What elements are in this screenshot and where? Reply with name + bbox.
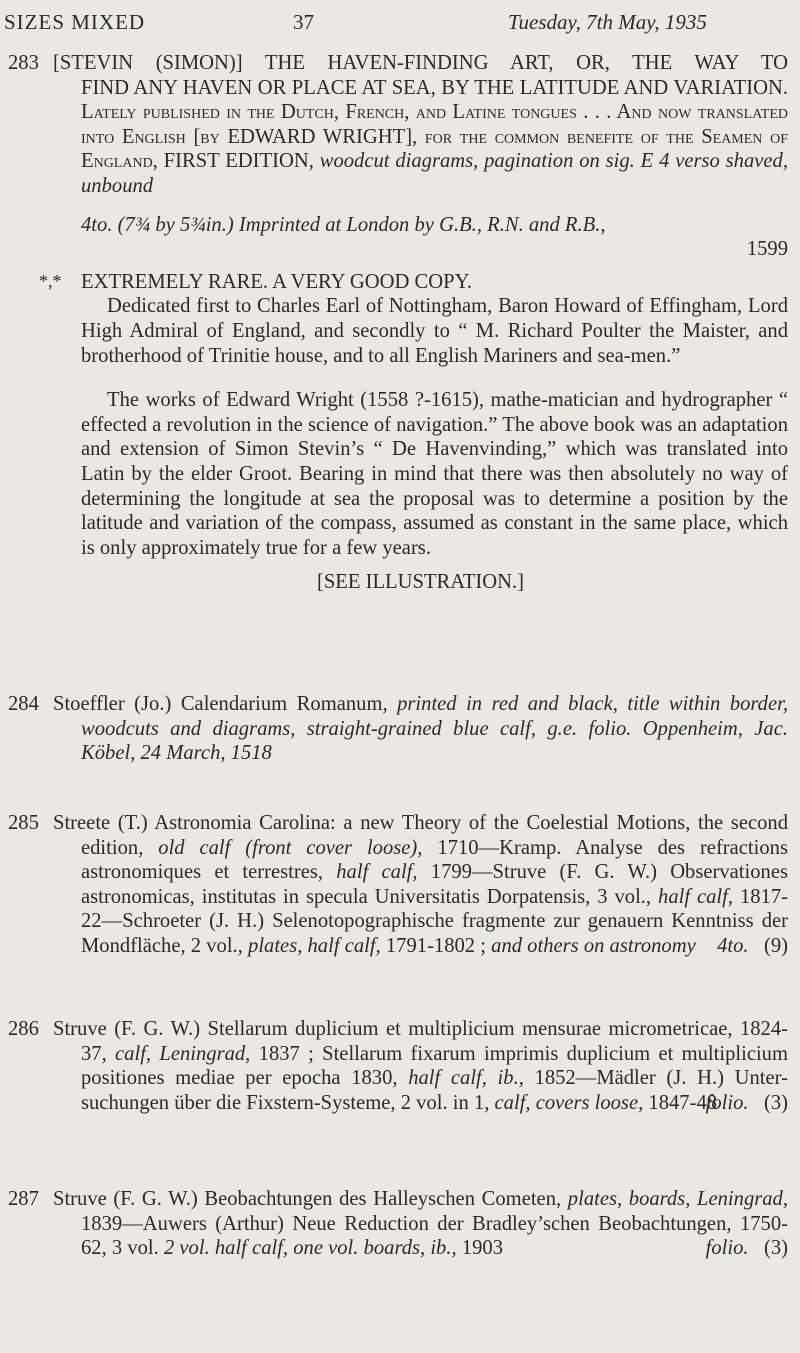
lot-binding: calf, Leningrad, [115, 1042, 251, 1065]
lot-imprint: 4to. (7¾ by 5¾in.) Imprinted at London by G.B., R.N. and R.B., [81, 213, 606, 236]
lot-title: Stoeffler (Jo.) Calendarium Romanum, [53, 693, 388, 715]
lot-count: (3) [763, 1237, 788, 1260]
lot-rarity-note: EXTREMELY RARE. A VERY GOOD COPY. [81, 270, 472, 293]
lot-note: The works of Edward Wright (1558 ?-1615), mathe-matician and hydrographer “ effected a revolution in the science of navigation.” The above book was an adaptation and extension of Simon Stevin’s “ De Havenvinding,” which was translated into Latin by the elder Groot. Bearing in mind that there was then absolutely no way of determining the longitude at sea the proposal was to determine a position by the latitude and variation of the compass, assumed as constant in the same place, which is only approximately true for a few years. [81, 389, 788, 559]
lot-format: folio. [588, 717, 632, 740]
lot-format: 4to. [717, 934, 749, 957]
lot-number: 284 [8, 693, 39, 715]
lot-binding-3: calf, covers loose, [494, 1091, 644, 1114]
lot-item-4: 1817-22—Schroeter (J. H.) Selenotopographische fragmente zur genauern Kenntniss der Mondfläche, 2 vol., [81, 885, 789, 957]
lot-text [53, 1017, 788, 1115]
lot-description [53, 1187, 788, 1261]
lot-binding-2: half calf, ib., [408, 1067, 524, 1090]
lot-title: Struve (F. G. W.) Stellarum duplicium et multiplicium mensurae micrometricae, 1824-37, [53, 1018, 788, 1065]
lot-imprint: Oppenheim, Jac. Köbel, 24 March, 1518 [81, 717, 788, 765]
lot-item-3: 1799—Struve (F. G. W.) Observationes astronomicas, institutas in specula Universitatis Dorpatensis, 3 vol., [81, 861, 789, 908]
lot-title: Streete (T.) Astronomia Carolina: a new Theory of the Coelestial Motions, the second edition, [53, 812, 788, 859]
running-header [0, 4, 800, 38]
lot-binding: old calf (front cover loose), [158, 836, 423, 859]
lot-physical-description: woodcut diagrams, pagination on sig. E 4 verso shaved, unbound [81, 150, 788, 197]
lot-binding-3: half calf, [658, 885, 734, 908]
lot-others: and others on astronomy [491, 934, 696, 957]
lot-text [53, 1187, 788, 1261]
lot-format: folio. [705, 1091, 749, 1114]
asterisk-marker: *,* [39, 270, 62, 291]
lot-number: 283 [8, 52, 39, 74]
lot-item-3: 1852—Mädler (J. H.) Unter-suchungen über die Fixstern-Systeme, 2 vol. in 1, [81, 1067, 788, 1114]
header-page-number: 37 [293, 10, 314, 34]
lot-number: 286 [8, 1018, 39, 1040]
lot-text [53, 811, 788, 959]
header-date: Tuesday, 7th May, 1935 [508, 10, 707, 34]
lot-physical-description: printed in red and black, title within border, woodcuts and diagrams, straight-grained blue calf, g.e. [81, 693, 788, 740]
lot-number: 287 [8, 1188, 39, 1210]
lot-item-2: 1710—Kramp. Analyse des refractions astronomiques et terrestres, [81, 836, 788, 884]
lot-title-text: FIND ANY HAVEN OR PLACE AT SEA, BY THE LATITUDE AND VARIATION. Lately published in the Dutch, French, and Latine tongues . . . And now translated into English [by EDWARD WRIGHT], for the common benefite of the Seamen of England, FIRST EDITION, [81, 76, 788, 173]
lot-rarity-block [39, 270, 788, 368]
lot-title [53, 76, 788, 199]
header-section-title: SIZES MIXED [4, 10, 146, 34]
lot-dedication: Dedicated first to Charles Earl of Nottingham, Baron Howard of Effingham, Lord High Admiral of England, and secondly to “ M. Richard Poulter the Maister, and brotherhood of Trinitie house, and to all English Mariners and sea-men.” [81, 295, 788, 367]
lot-item-2: 1839—Auwers (Arthur) Neue Reduction der Bradley’schen Beobachtungen, 1750-62, 3 vol. [81, 1212, 788, 1260]
lot-item-4: 1847-48 [648, 1091, 718, 1114]
lot-title-first-line: [STEVIN (SIMON)] THE HAVEN-FINDING ART, OR, THE WAY TO [53, 52, 788, 74]
lot-item-2: 1837 ; Stellarum fixarum imprimis duplicium et multiplicium positiones mediae per epocha 1830, [81, 1042, 788, 1090]
lot-title: Struve (F. G. W.) Beobachtungen des Halleyschen Cometen, [53, 1188, 562, 1210]
lot-binding-4: plates, half calf, [248, 934, 381, 957]
lot-item-5: 1791-1802 ; [385, 934, 486, 957]
lot-description [39, 51, 788, 595]
lot-year: 1599 [746, 238, 788, 261]
lot-text [53, 692, 788, 766]
lot-description [53, 692, 788, 766]
lot-count: (3) [763, 1091, 788, 1114]
lot-binding-2: 2 vol. half calf, one vol. boards, ib., [163, 1237, 457, 1260]
lot-count: (9) [763, 934, 788, 957]
lot-binding-2: half calf, [336, 861, 418, 884]
lot-format: folio. [705, 1237, 749, 1260]
lot-see-illustration: [SEE ILLUSTRATION.] [316, 571, 525, 594]
lot-number: 285 [8, 812, 39, 834]
lot-description [53, 811, 788, 959]
lot-item-3: 1903 [461, 1237, 503, 1260]
lot-binding: plates, boards, Leningrad, [567, 1188, 788, 1210]
lot-description [53, 1017, 788, 1115]
